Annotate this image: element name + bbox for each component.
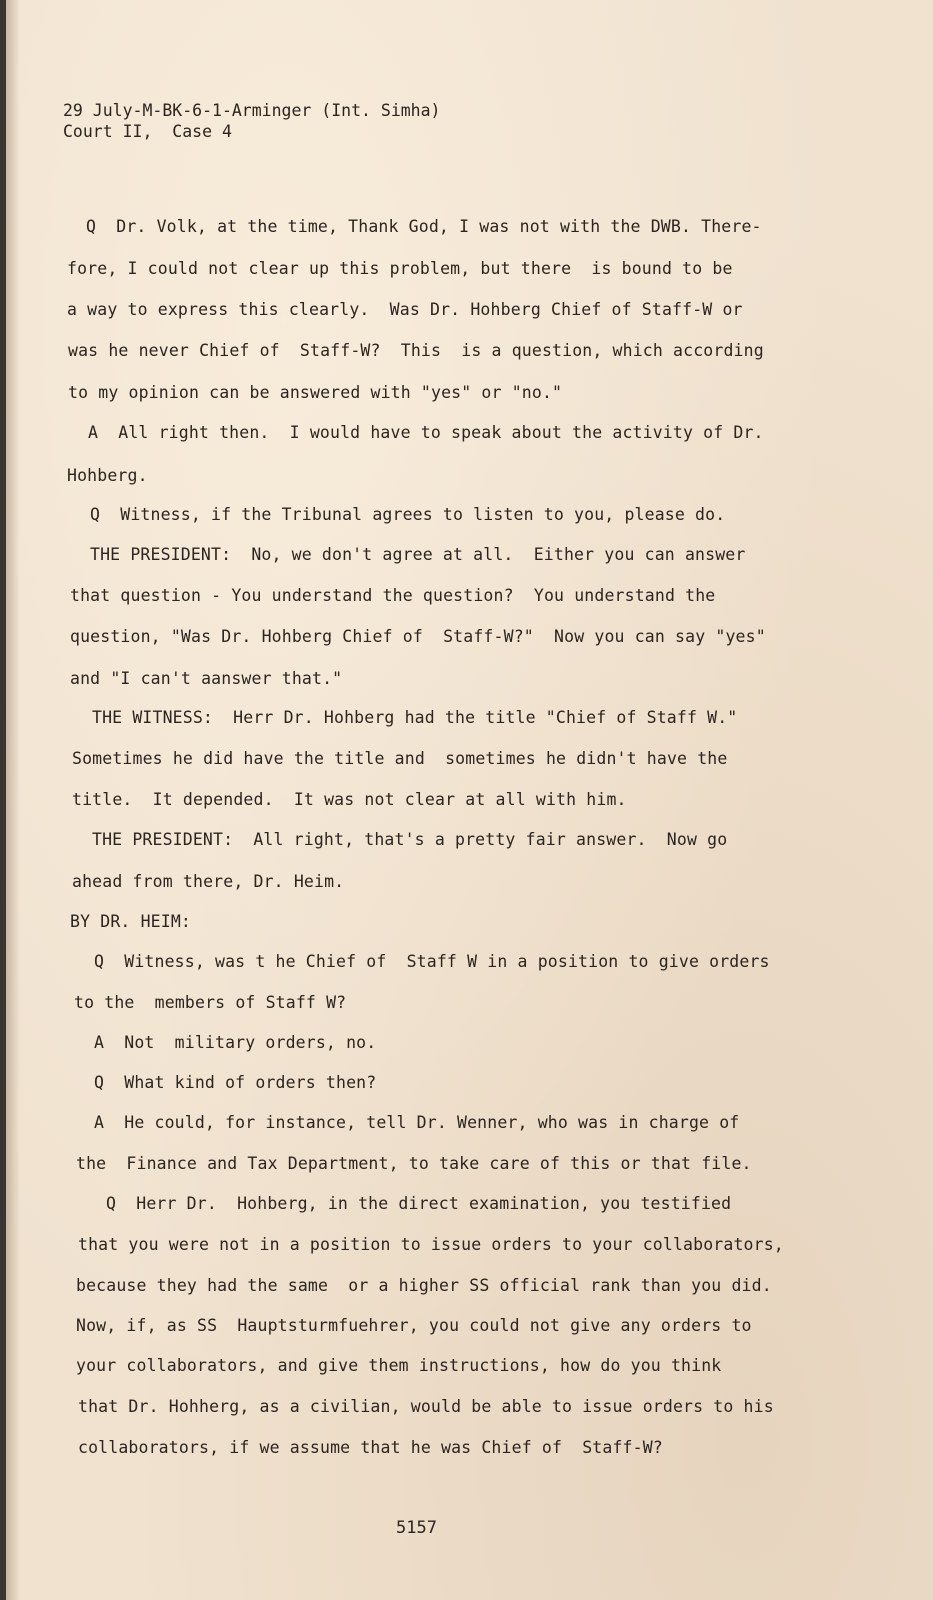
transcript-line: was he never Chief of Staff-W? This is a question, which according	[68, 341, 764, 360]
transcript-line: Sometimes he did have the title and sometimes he didn't have the	[72, 749, 728, 768]
transcript-line: Hohberg.	[67, 466, 148, 485]
transcript-line: A All right then. I would have to speak about the activity of Dr.	[88, 423, 764, 442]
page-number: 5157	[396, 1518, 437, 1538]
transcript-line: Q Herr Dr. Hohberg, in the direct examination, you testified	[106, 1194, 732, 1213]
transcript-line: A Not military orders, no.	[94, 1033, 377, 1052]
transcript-line: that you were not in a position to issue orders to your collaborators,	[78, 1235, 784, 1254]
transcript-line: Q Witness, was t he Chief of Staff W in a position to give orders	[94, 952, 770, 971]
transcript-line: Q Witness, if the Tribunal agrees to listen to you, please do.	[90, 505, 726, 524]
transcript-line: fore, I could not clear up this problem, but there is bound to be	[67, 259, 733, 278]
transcript-line: collaborators, if we assume that he was Chief of Staff-W?	[78, 1438, 663, 1457]
transcript-line: A He could, for instance, tell Dr. Wenner, who was in charge of	[94, 1113, 740, 1132]
transcript-line: THE WITNESS: Herr Dr. Hohberg had the title "Chief of Staff W."	[92, 708, 738, 727]
transcript-body	[6, 0, 933, 1600]
document-page	[6, 0, 933, 1600]
transcript-line: to my opinion can be answered with "yes" or "no."	[68, 383, 563, 402]
transcript-line: ahead from there, Dr. Heim.	[72, 872, 345, 891]
transcript-line: that Dr. Hohherg, as a civilian, would be able to issue orders to his	[78, 1397, 774, 1416]
transcript-line: that question - You understand the question? You understand the	[70, 586, 716, 605]
header-line-1: 29 July-M-BK-6-1-Arminger (Int. Simha)	[63, 101, 441, 120]
transcript-line: title. It depended. It was not clear at all with him.	[72, 790, 627, 809]
transcript-line: to the members of Staff W?	[74, 993, 347, 1012]
transcript-line: because they had the same or a higher SS official rank than you did.	[76, 1276, 772, 1295]
header-line-2: Court II, Case 4	[63, 122, 232, 141]
transcript-line: your collaborators, and give them instructions, how do you think	[76, 1356, 722, 1375]
transcript-line: question, "Was Dr. Hohberg Chief of Staff-W?" Now you can say "yes"	[70, 627, 766, 646]
transcript-line: the Finance and Tax Department, to take care of this or that file.	[76, 1154, 752, 1173]
transcript-line: THE PRESIDENT: All right, that's a pretty fair answer. Now go	[92, 830, 728, 849]
transcript-line: Now, if, as SS Hauptsturmfuehrer, you could not give any orders to	[76, 1316, 752, 1335]
transcript-line: Q What kind of orders then?	[94, 1073, 377, 1092]
transcript-line: and "I can't aanswer that."	[70, 669, 343, 688]
transcript-line: BY DR. HEIM:	[70, 912, 192, 931]
transcript-line: a way to express this clearly. Was Dr. Hohberg Chief of Staff-W or	[67, 300, 743, 319]
transcript-line: Q Dr. Volk, at the time, Thank God, I was not with the DWB. There-	[86, 217, 762, 236]
transcript-line: THE PRESIDENT: No, we don't agree at all. Either you can answer	[90, 545, 746, 564]
